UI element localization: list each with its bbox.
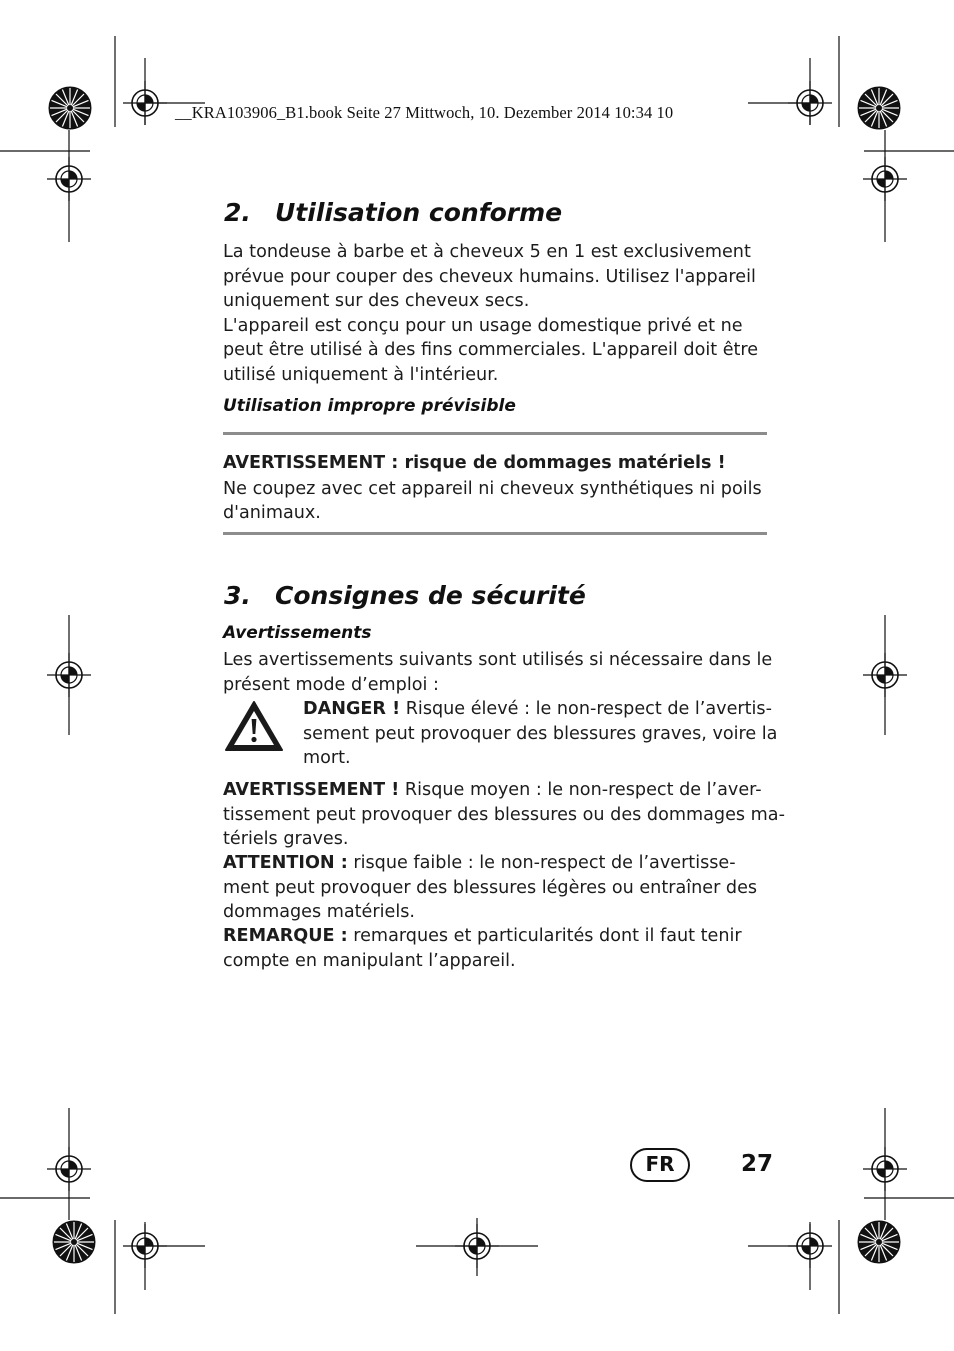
material-damage-warning xyxy=(223,451,771,526)
section-2-heading xyxy=(224,198,562,227)
text-line: sement peut provoquer des blessures graves, voire la xyxy=(303,723,778,744)
warning-box-bottom-rule xyxy=(223,532,767,535)
danger-notice xyxy=(303,697,778,771)
text-line: Les avertissements suivants sont utilisés si nécessaire dans le xyxy=(223,650,773,670)
warning-box-top-rule xyxy=(223,432,767,435)
misuse-subheading: Utilisation impropre prévisible xyxy=(223,396,516,416)
language-badge: FR xyxy=(630,1148,690,1182)
text-line: tériels graves. xyxy=(223,829,349,850)
text-line: compte en manipulant l’appareil. xyxy=(223,950,516,971)
text-line: tissement peut provoquer des blessures ou des dommages ma- xyxy=(223,804,785,825)
text-line: utilisé uniquement à l'intérieur. xyxy=(223,364,499,385)
warnings-subheading: Avertissements xyxy=(223,623,372,643)
text-line: L'appareil est conçu pour un usage domestique privé et ne xyxy=(223,315,743,336)
attention-text: risque faible : le non-respect de l’avertisse- xyxy=(347,853,736,873)
section-3-title: Consignes de sécurité xyxy=(275,581,586,610)
attention-label: ATTENTION : xyxy=(223,853,348,873)
text-line: peut être utilisé à des fins commerciales. L'appareil doit être xyxy=(223,340,759,361)
attention-notice xyxy=(223,851,771,925)
text-line: présent mode d’emploi : xyxy=(223,674,439,695)
danger-label: DANGER ! xyxy=(303,699,401,719)
text-line: mort. xyxy=(303,748,351,769)
remarque-label: REMARQUE : xyxy=(223,926,348,946)
page-number: 27 xyxy=(741,1151,774,1177)
remarque-notice xyxy=(223,924,771,973)
text-line: La tondeuse à barbe et à cheveux 5 en 1 est exclusivement xyxy=(223,242,751,262)
text-line: ment peut provoquer des blessures légères ou entraîner des xyxy=(223,877,758,898)
text-line: prévue pour couper des cheveux humains. Utilisez l'appareil xyxy=(223,266,756,287)
section-2-number: 2. xyxy=(224,198,251,227)
text-line: uniquement sur des cheveux secs. xyxy=(223,291,530,312)
avertissement-text: Risque moyen : le non-respect de l’aver- xyxy=(399,780,762,800)
avertissement-notice xyxy=(223,778,785,852)
text-line: Ne coupez avec cet appareil ni cheveux synthétiques ni poils xyxy=(223,478,762,499)
danger-text: Risque élevé : le non-respect de l’avertis- xyxy=(400,699,772,719)
section-2-paragraph-1 xyxy=(223,240,771,388)
print-slug: __KRA103906_B1.book Seite 27 Mittwoch, 10. Dezember 2014 10:34 10 xyxy=(175,103,674,122)
section-3-heading xyxy=(224,581,586,610)
warning-triangle-icon xyxy=(224,700,284,752)
section-3-number: 3. xyxy=(224,581,251,610)
section-2-title: Utilisation conforme xyxy=(275,198,563,227)
remarque-text: remarques et particularités dont il faut tenir xyxy=(347,926,742,946)
text-line: d'animaux. xyxy=(223,503,321,524)
warning-title: AVERTISSEMENT : risque de dommages matériels ! xyxy=(223,453,726,473)
warnings-intro xyxy=(223,648,771,697)
text-line: dommages matériels. xyxy=(223,902,415,923)
avertissement-label: AVERTISSEMENT ! xyxy=(223,780,400,800)
